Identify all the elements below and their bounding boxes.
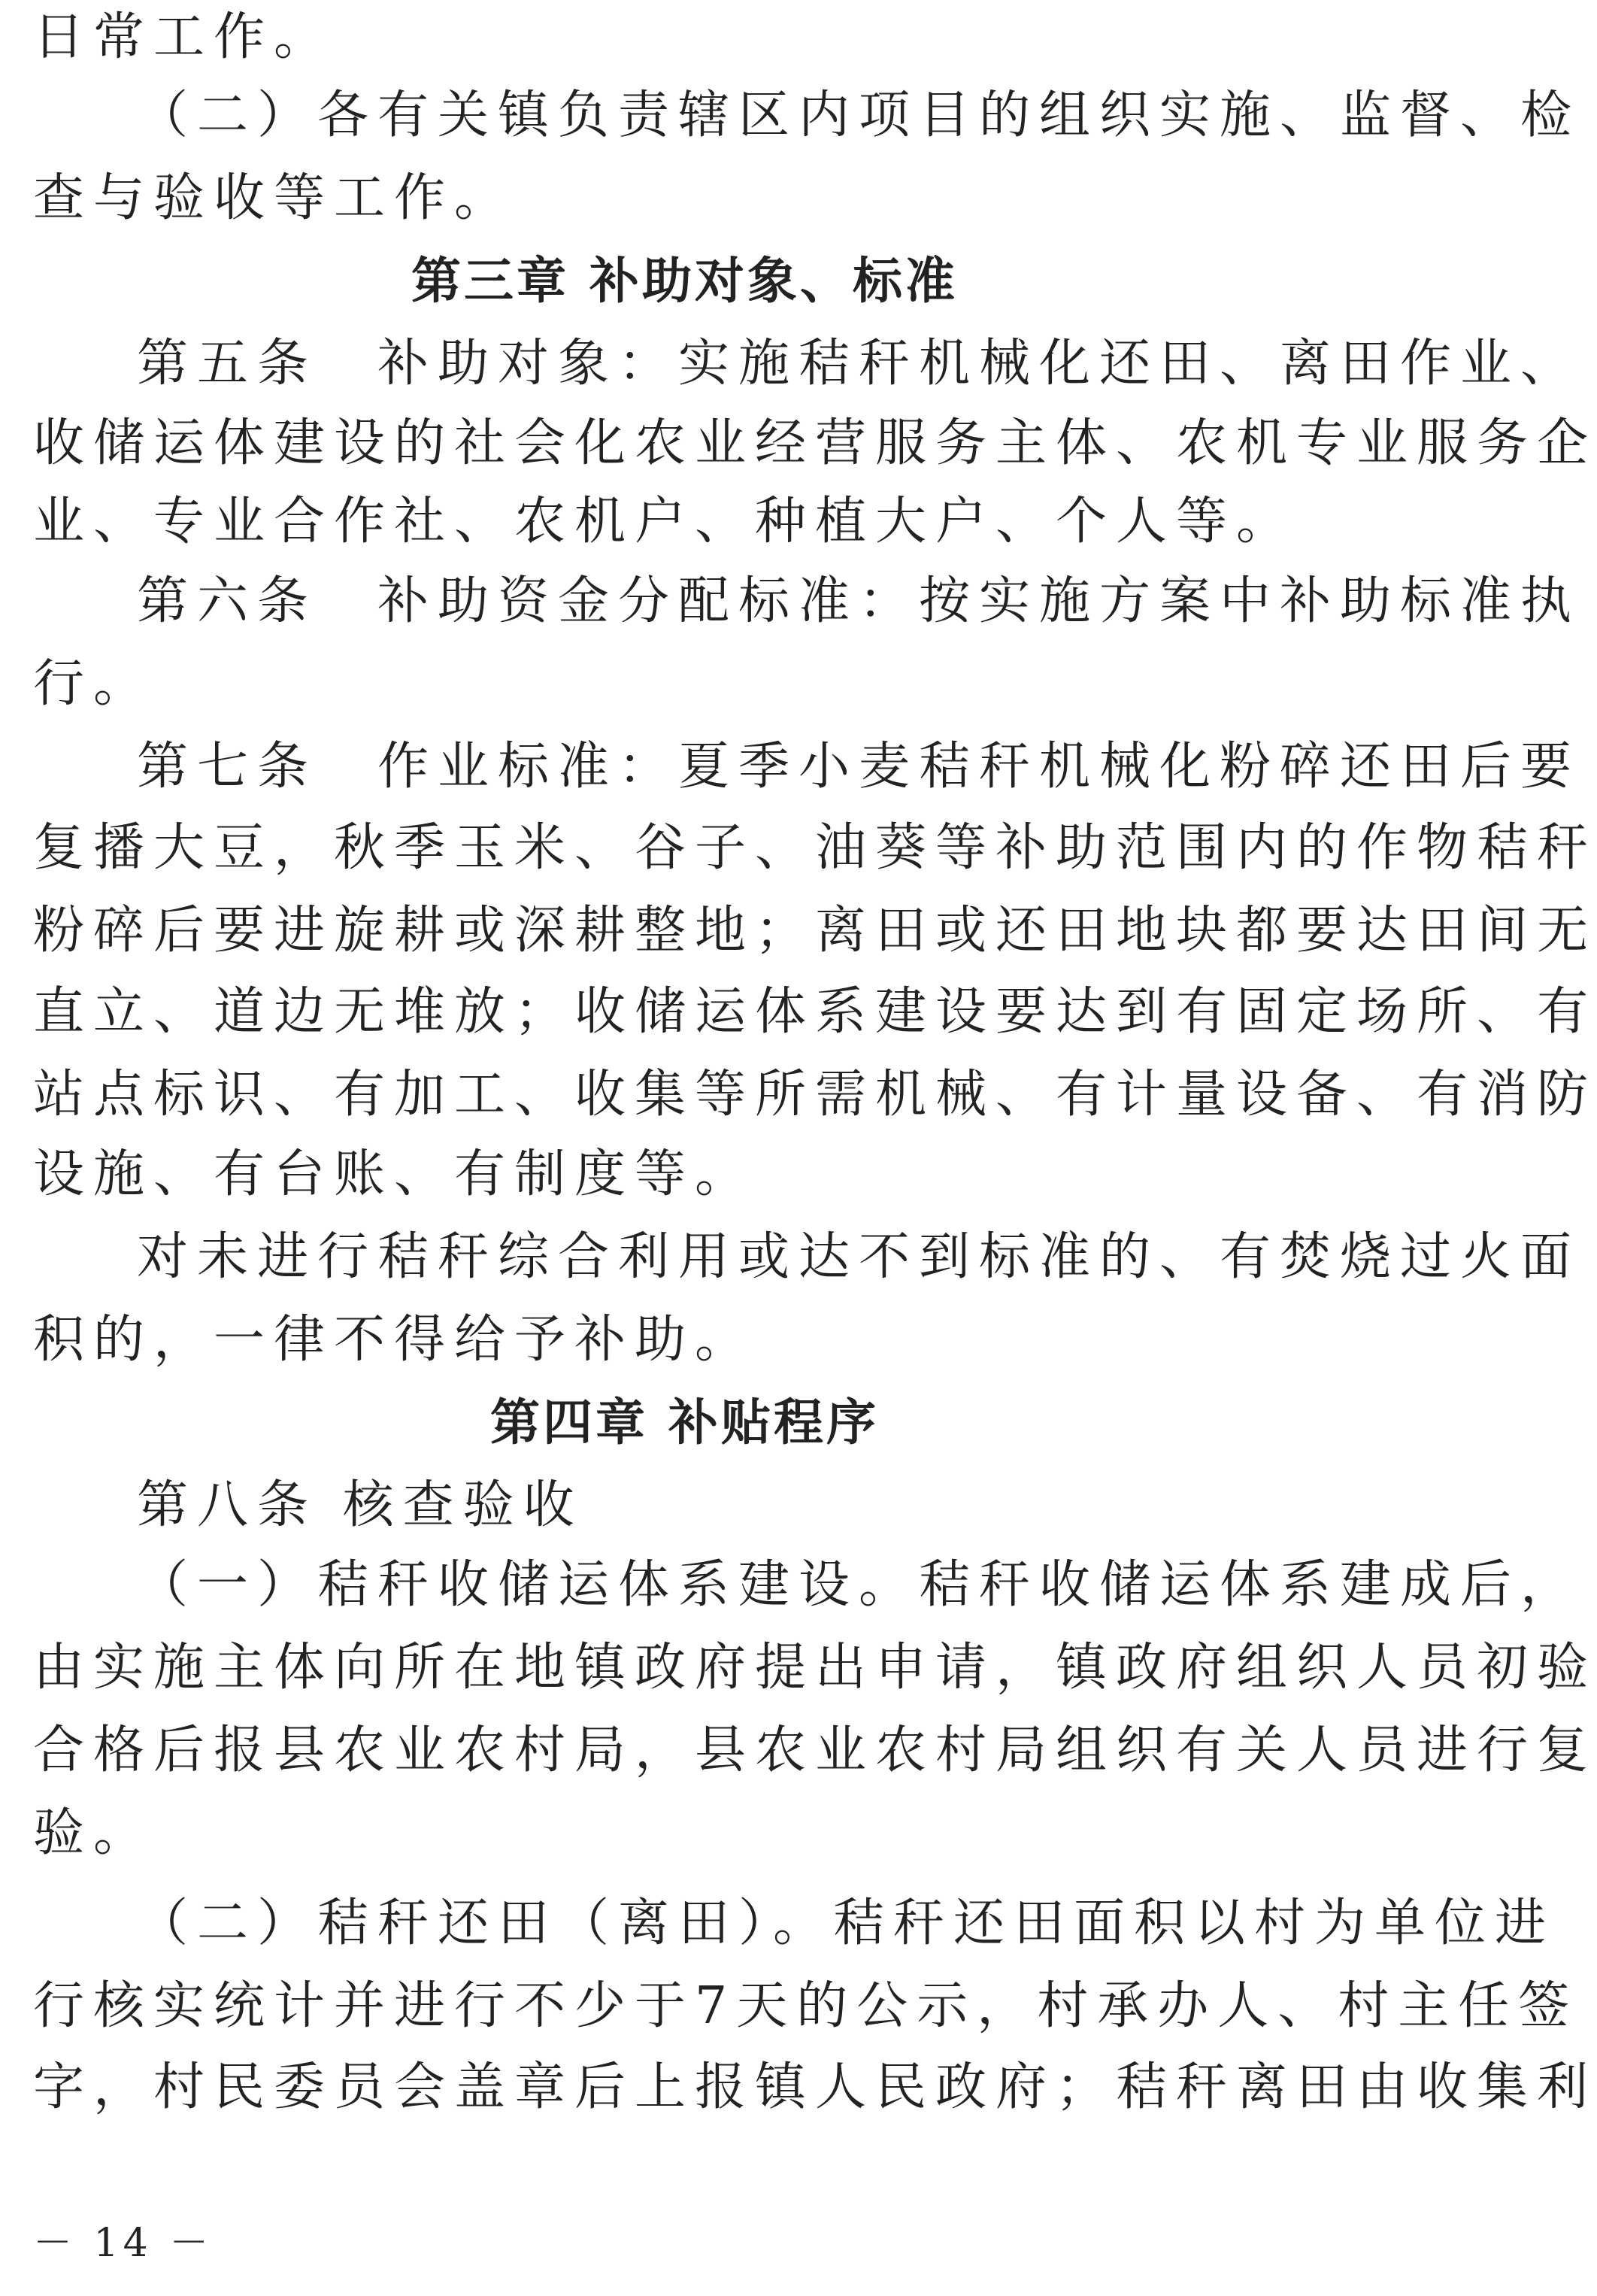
text-line: 第五条 补助对象：实施秸秆机械化还田、离田作业、 (137, 334, 1581, 393)
text-line: 收储运体建设的社会化农业经营服务主体、农机专业服务企 (33, 414, 1597, 473)
text-line: 第八条 核查验收 (137, 1476, 583, 1535)
text-line: 验。 (33, 1803, 154, 1863)
text-line: 行。 (33, 654, 154, 714)
text-line: 第六条 补助资金分配标准：按实施方案中补助标准执 (137, 572, 1581, 631)
text-line: 复播大豆，秋季玉米、谷子、油葵等补助范围内的作物秸秆 (33, 818, 1597, 878)
text-line: 积的，一律不得给予补助。 (33, 1310, 756, 1369)
text-line: 粉碎后要进旋耕或深耕整地；离田或还田地块都要达田间无 (33, 901, 1597, 960)
text-line: 行核实统计并进行不少于7天的公示，村承办人、村主任签 (33, 1976, 1579, 2036)
chapter-heading: 第四章 补贴程序 (490, 1394, 879, 1451)
text-line: 查与验收等工作。 (33, 168, 515, 228)
text-line: 设施、有台账、有制度等。 (33, 1145, 756, 1204)
text-line: 直立、道边无堆放；收储运体系建设要达到有固定场所、有 (33, 982, 1597, 1042)
chapter-heading: 第三章 补助对象、标准 (411, 252, 958, 310)
text-line: 业、专业合作社、农机户、种植大户、个人等。 (33, 492, 1297, 551)
text-line: 字，村民委员会盖章后上报镇人民政府；秸秆离田由收集利 (33, 2058, 1597, 2117)
text-line: （一）秸秆收储运体系建设。秸秆收储运体系建成后， (137, 1555, 1581, 1615)
text-line: （二）秸秆还田（离田）。秸秆还田面积以村为单位进 (137, 1894, 1556, 1953)
text-line: 站点标识、有加工、收集等所需机械、有计量设备、有消防 (33, 1065, 1597, 1124)
text-line: （二）各有关镇负责辖区内项目的组织实施、监督、检 (137, 86, 1581, 145)
text-line: 对未进行秸秆综合利用或达不到标准的、有焚烧过火面 (137, 1227, 1581, 1287)
page-number: － 14 － (33, 2221, 214, 2266)
text-line: 第七条 作业标准：夏季小麦秸秆机械化粉碎还田后要 (137, 737, 1581, 796)
text-line: 合格后报县农业农村局，县农业农村局组织有关人员进行复 (33, 1721, 1597, 1780)
text-line: 日常工作。 (33, 8, 335, 67)
text-line: 由实施主体向所在地镇政府提出申请，镇政府组织人员初验 (33, 1638, 1597, 1697)
